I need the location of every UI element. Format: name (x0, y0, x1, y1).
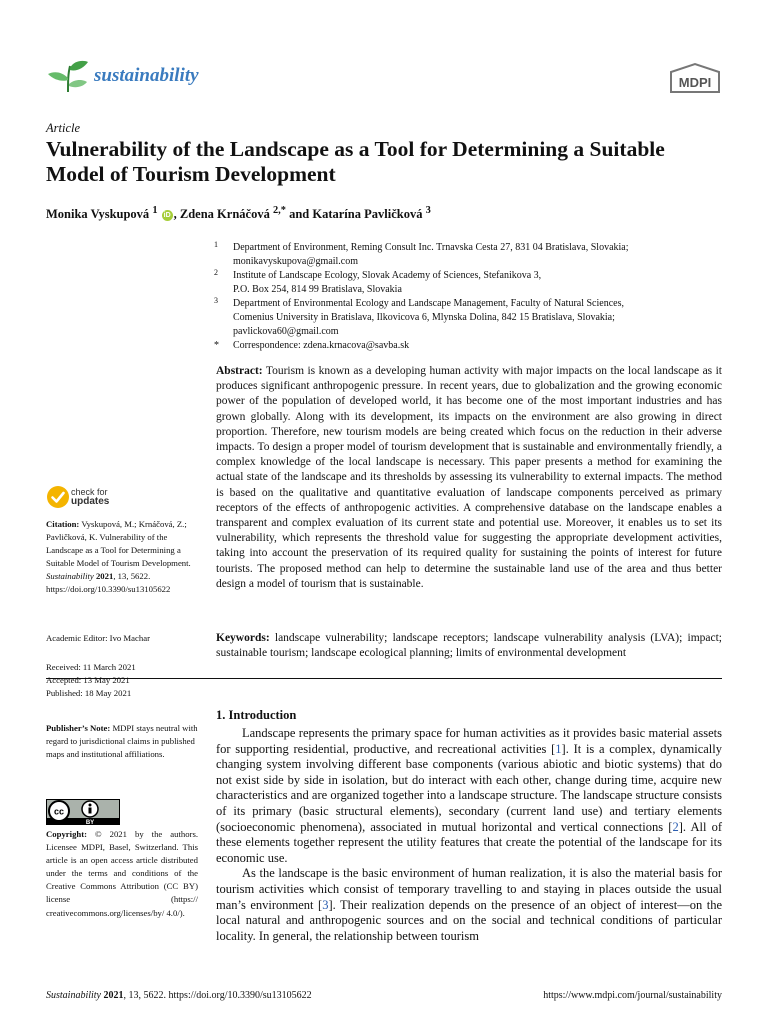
affiliation-line: Institute of Landscape Ecology, Slovak Academy of Sciences, Stefanikova 3, (233, 270, 542, 281)
accepted-date: Accepted: 13 May 2021 (46, 675, 130, 686)
text-run: ]. It is a complex, dynamically changing system involving different base components (various abiotic and biotic systems) that do not exist side by side in isolation, but do interact with each other, change during time, acquire new characteristics and are organized together into a landscape structure. The landscape structure consists of its primary (basic structural elements), secondary (current land use) and tertiary elements (socioeconomic phenomena), associated in mutual horizontal and vertical connections [ (216, 741, 722, 834)
copyright-text: © 2021 by the authors. Licensee MDPI, Basel, Switzerland. This article is an open access article distributed under the terms and conditions of the Creative Commons Attribution (CC BY) license (https:// creativecommons.org/licenses/by/ 4.0/). (46, 829, 199, 918)
citation-journal: Sustainability (46, 571, 94, 582)
cc-by-label: BY (85, 820, 95, 825)
publishers-note-label: Publisher’s Note: (46, 723, 111, 733)
copyright-label: Copyright: (46, 829, 88, 839)
citation-year: 2021 (95, 571, 114, 582)
footer-year: 2021 (103, 990, 124, 1001)
mdpi-logo-icon[interactable] (667, 62, 723, 96)
check-for-updates-button[interactable] (46, 485, 166, 511)
citation-link[interactable]: 3 (322, 897, 329, 912)
author-separator: and (285, 207, 313, 222)
text-run: ]. Their realization depends on the presence of an object of interest—on the local natural and anthropogenic sources and on the social and technical conditions of particular locality. In general, the relationship between tourism (216, 897, 722, 943)
published-date: Published: 18 May 2021 (46, 688, 132, 699)
section-heading: 1. Introduction (216, 708, 297, 722)
affiliation-item (214, 339, 724, 353)
paragraph (216, 726, 722, 866)
abstract-label: Abstract: (216, 365, 263, 377)
affiliation-mark: 2 (214, 268, 218, 277)
author-affiliation-mark: 3 (425, 205, 431, 216)
correspondence-line[interactable]: Correspondence: zdena.krnacova@savba.sk (233, 340, 410, 351)
affiliation-item (214, 241, 724, 269)
affiliation-email[interactable]: pavlickova60@gmail.com (233, 326, 339, 337)
copyright-block (46, 828, 198, 920)
citation-block (46, 518, 198, 597)
received-date: Received: 11 March 2021 (46, 662, 136, 672)
dates-block (46, 661, 198, 700)
affiliation-email[interactable]: monikavyskupova@gmail.com (233, 256, 359, 267)
cc-by-license-icon[interactable] (46, 799, 120, 825)
check-label-bold: updates (71, 496, 110, 507)
author-name[interactable]: Zdena Krnáčová (179, 207, 270, 222)
footer-citation (46, 990, 312, 1001)
affiliation-item (214, 269, 724, 297)
check-label: check for (71, 487, 108, 497)
text-run: ]. All of these elements together represent the utility features that create the potential of the landscape for its economic use. (216, 819, 723, 865)
paragraph (216, 866, 722, 944)
abstract (216, 364, 722, 592)
article-title: Vulnerability of the Landscape as a Tool for Determining a Suitable Model of Tourism Development (46, 137, 665, 186)
citation-link[interactable]: 2 (672, 819, 679, 834)
author-affiliation-mark: 1 (152, 205, 158, 216)
author-name[interactable]: Katarína Pavličková (312, 207, 423, 222)
text-run: As the landscape is the basic environment of human realization, it is also the material basis for tourism activities which consist of temporary travelling to and staying in places outside the usual man’s environment [ (216, 866, 722, 912)
affiliation-list (214, 241, 724, 353)
body-text (216, 726, 722, 944)
author-affiliation-mark: 2,* (272, 205, 286, 216)
journal-name-link[interactable]: sustainability (94, 65, 199, 86)
affiliation-line: Department of Environmental Ecology and Landscape Management, Faculty of Natural Sciences, (233, 298, 624, 309)
academic-editor: Academic Editor: Ivo Machar (46, 633, 150, 643)
journal-leaf-logo-icon (46, 58, 90, 94)
citation-text: Vyskupová, M.; Krnáčová, Z.; Pavličková, K. Vulnerability of the Landscape as a Tool for Determining a Suitable Model of Tourism Development. (46, 519, 191, 569)
citation-label: Citation: (46, 519, 80, 529)
orcid-icon[interactable]: iD (163, 212, 171, 220)
publisher-name: MDPI (678, 75, 712, 90)
citation-doi-link[interactable]: https://doi.org/10.3390/su13105622 (46, 584, 171, 595)
affiliation-mark: 1 (214, 240, 218, 249)
publishers-note-text: MDPI stays neutral with regard to jurisdictional claims in published maps and institutional affiliations. (46, 723, 198, 760)
footer-doi[interactable]: , 13, 5622. https://doi.org/10.3390/su13105622 (123, 990, 312, 1001)
keywords-text: landscape vulnerability; landscape receptors; landscape vulnerability analysis (LVA); impact; sustainable tourism; landscape ecological planning; limits of environmental development (216, 632, 723, 660)
affiliation-line: Department of Environment, Reming Consult Inc. Trnavska Cesta 27, 831 04 Bratislava, Slovakia; (233, 242, 629, 253)
citation-rest: , 13, 5622. (113, 571, 151, 582)
footer-journal-url[interactable]: https://www.mdpi.com/journal/sustainability (543, 990, 722, 1001)
svg-text:cc: cc (53, 806, 65, 817)
abstract-text: Tourism is known as a developing human activity with major impacts on the local landscape as it produces significant anthropogenic pressure. In recent years, due to globalization and the growing economic power of the population of developed world, it has become one of the most important industries and has grown globally. Along with its development, its impacts on the environment are also growing in direct proportion. Therefore, new tourism models are being created which focus on the reduction in their adverse impacts. To design a proper model of tourism development that is sustainable and environmentally friendly, a complex knowledge of the local landscape is necessary. This paper presents a method for examining the actual state of the landscape and its thresholds by assessing its vulnerability to external impacts. The method is based on the qualitative and quantitative evaluation of landscape components perceived as primary receptors of the effects of anthropogenic activities. A comprehensive database on the landscape enables a transparent and complex evaluation of its current state and potential use. Moreover, it enables us to set its vulnerability, which represents the threshold value for suggesting the appropriate development activities, taking into account the preservation of its required quality for sustaining the points of interest for future tourists. The proposed method can help to determine the sustainable land use of the area and thus better design a model of tourism that is sustainable. (216, 365, 722, 590)
affiliation-line: Comenius University in Bratislava, Ilkovicova 6, Mlynska Dolina, 842 15 Bratislava, Slovakia; (233, 312, 615, 323)
keywords-label: Keywords: (216, 632, 270, 644)
publishers-note (46, 722, 198, 761)
affiliation-mark: 3 (214, 296, 218, 305)
author-name[interactable]: Monika Vyskupová (46, 207, 150, 222)
keywords (216, 631, 722, 661)
text-run: Landscape represents the primary space for human activities as it provides basic material assets for supporting residential, productive, and recreational activities [ (216, 726, 722, 756)
affiliation-mark: * (214, 340, 219, 351)
author-separator: , (173, 207, 180, 222)
check-updates-icon (46, 485, 70, 509)
author-list (46, 205, 431, 222)
affiliation-item (214, 297, 724, 339)
affiliation-line: P.O. Box 254, 814 99 Bratislava, Slovakia (233, 284, 402, 295)
citation-link[interactable]: 1 (555, 741, 562, 756)
article-type: Article (46, 121, 81, 135)
footer-journal: Sustainability (46, 990, 101, 1001)
